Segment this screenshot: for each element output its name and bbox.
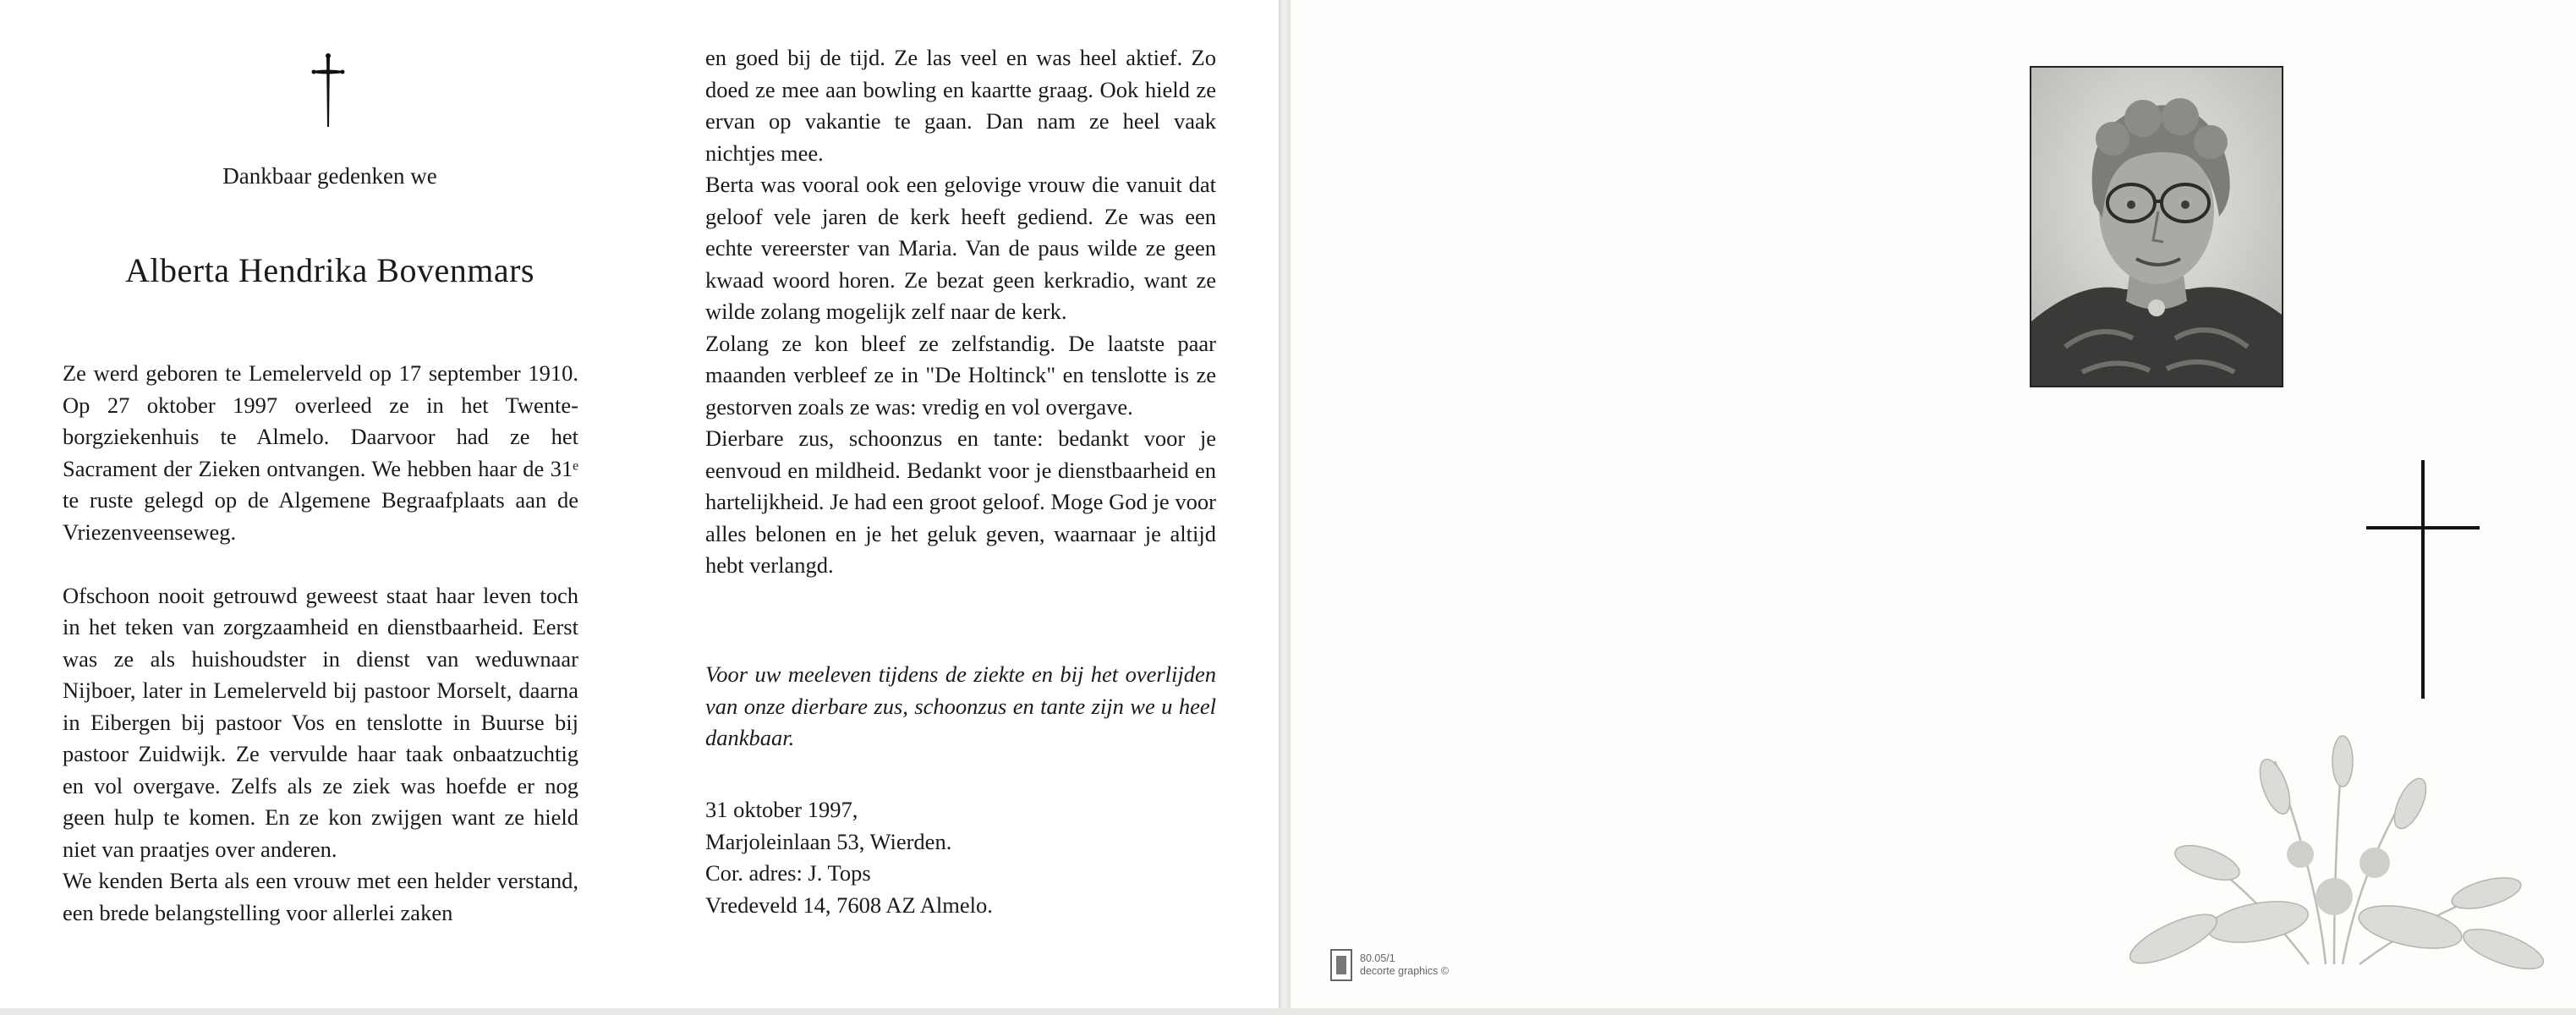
- card-heading: Dankbaar gedenken we: [222, 163, 437, 189]
- biography-middle-column: [705, 42, 1216, 582]
- biography-paragraph: Dierbare zus, schoonzus en tante: bedankt voor je eenvoud en mildheid. Bedankt voor je dienstbaarheid en hartelijkheid. Je had een groot geloof. Moge God je voor alles belonen en je het geluk geven, waarnaar je altijd hebt verlangd.: [705, 425, 1216, 578]
- biography-paragraph: Ofschoon nooit getrouwd geweest staat haar leven toch in het teken van zorgzaamheid en dienstbaarheid. Eerst was ze als huishoudster in dienst van weduwnaar Nijboer, later in Lemelerveld bij pastoor Morselt, daarna in Eibergen bij pastoor Vos en tenslotte in Buurse bij pastoor Zuidwijk. Ze vervulde haar taak onbaatzuchtig en vol overgave. Zelfs als ze ziek was hoefde er nog geen hulp te komen. En ze kon zwijgen want ze hield niet van praatjes over anderen.: [63, 582, 578, 862]
- thank-you-note: Voor uw meeleven tijdens de ziekte en bij het overlijden van onze dierbare zus, schoonzus en tante zijn we u heel dankbaar.: [705, 661, 1216, 750]
- printer-code: 80.05/1: [1360, 952, 1395, 964]
- biography-paragraph: en goed bij de tijd. Ze las veel en was heel aktief. Zo doed ze mee aan bowling en kaartte graag. Ook hield ze ervan op vakantie te gaan. Dan nam ze heel vaak nichtjes mee.: [705, 45, 1216, 166]
- family-address: [705, 794, 1216, 921]
- printer-mark: [1329, 946, 1449, 985]
- correspondence-street: Vredeveld 14, 7608 AZ Almelo.: [705, 892, 993, 918]
- biography-paragraph: Ze werd geboren te Lemelerveld op 17 september 1910. Op 27 oktober 1997 overleed ze in het Twente-borgziekenhuis te Almelo. Daarvoor had ze het Sacrament der Zieken ontvangen. We hebben haar de 31ᵉ te ruste gelegd op de Algemene Begraafplaats aan de Vriezenveenseweg.: [63, 360, 578, 545]
- scan-edge: [0, 1008, 2576, 1015]
- biography-paragraph: Berta was vooral ook een gelovige vrouw die vanuit dat geloof vele jaren de kerk heeft gediend. Ze was een echte vereerster van Maria. Van de paus wilde ze geen kwaad woord horen. Ze bezat geen kerkradio, want ze wilde zolang mogelijk zelf naar de kerk.: [705, 172, 1216, 324]
- printer-name: decorte graphics ©: [1360, 965, 1450, 977]
- portrait-photo: [2030, 66, 2283, 387]
- biography-paragraph: We kenden Berta als een vrouw met een helder verstand, een brede belangstelling voor allerlei zaken: [63, 868, 578, 925]
- card-fold: [1279, 0, 1291, 1015]
- address-date: 31 oktober 1997,: [705, 797, 858, 822]
- cross-icon: [306, 52, 350, 129]
- address-street: Marjoleinlaan 53, Wierden.: [705, 828, 952, 854]
- biography-paragraph: Zolang ze kon bleef ze zelfstandig. De laatste paar maanden verbleef ze in "De Holtinck" en tenslotte is ze gestorven zoals ze was: vredig en vol overgave.: [705, 330, 1216, 420]
- printer-logo-icon: [1329, 948, 1353, 982]
- cross-icon: [2360, 457, 2486, 702]
- correspondence-name: Cor. adres: J. Tops: [705, 860, 871, 886]
- biography-left-column: [63, 358, 578, 929]
- flower-illustration: [2106, 727, 2562, 973]
- deceased-name: Alberta Hendrika Bovenmars: [125, 251, 534, 289]
